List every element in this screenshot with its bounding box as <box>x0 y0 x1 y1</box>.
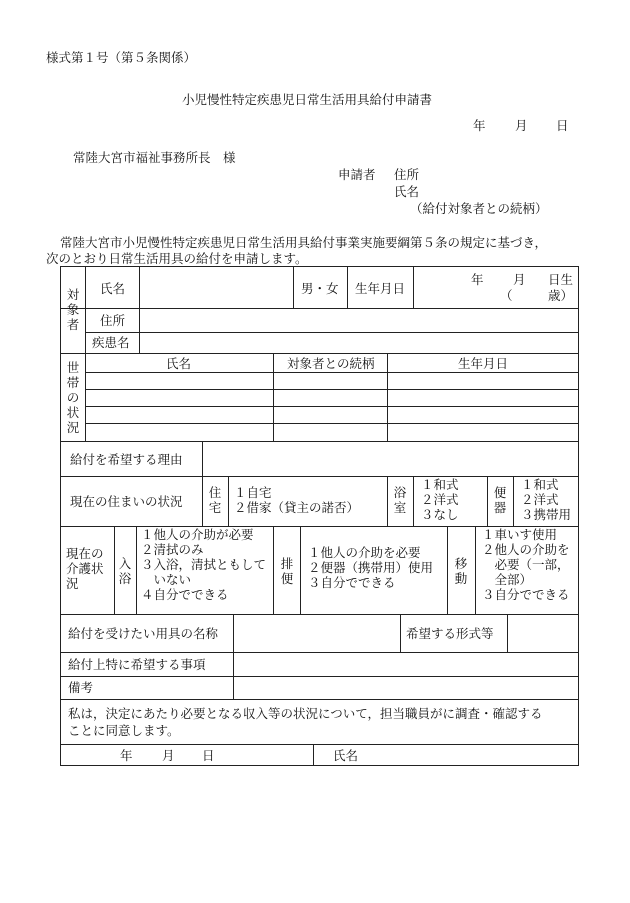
rule-after-subject <box>60 353 579 354</box>
date-year-label: 年 <box>473 118 486 133</box>
care-bath-option-2[interactable]: ２清拭のみ <box>141 542 204 557</box>
rule-housing-label <box>228 476 229 526</box>
subject-birth-day: 日生 <box>548 272 574 287</box>
rule-care-bath-label <box>136 526 137 614</box>
intro-line-2: 次のとおり日常生活用具の給付を申請します。 <box>46 251 308 266</box>
care-label: 現在の介護状況 <box>66 546 104 591</box>
rule-after-care <box>60 614 579 615</box>
toilet-option-3[interactable]: ３携帯用 <box>521 507 572 522</box>
rule-care-mobility-label <box>475 526 476 614</box>
rule-household-3 <box>85 406 579 407</box>
care-excretion-option-1[interactable]: １他人の介助を必要 <box>308 545 421 560</box>
rule-after-equipment <box>60 652 579 653</box>
rule-after-subject-name <box>60 308 579 309</box>
household-section-label: 世帯の状況 <box>66 360 80 435</box>
subject-disease-label: 疾患名 <box>92 335 130 350</box>
care-excretion-label: 排便 <box>280 556 294 586</box>
consent-date-year: 年 <box>120 748 133 763</box>
rule-subject-birth-right <box>413 266 414 308</box>
rule-household-section <box>85 353 86 441</box>
care-mobility-option-2[interactable]: ２他人の介助を <box>482 542 570 557</box>
care-mobility-option-2-cont: 必要（一部， <box>482 557 570 572</box>
applicant-label: 申請者 <box>338 167 376 182</box>
consent-line-2: ことに同意します。 <box>68 723 180 738</box>
subject-age-open: （ <box>500 288 513 303</box>
rule-after-special <box>60 676 579 677</box>
rule-household-1 <box>85 372 579 373</box>
rule-subject-section <box>85 266 86 353</box>
care-bath-option-1[interactable]: １他人の介助が必要 <box>141 527 254 542</box>
rule-subject-sex-right <box>347 266 348 308</box>
rule-care-excretion-label <box>300 526 301 614</box>
applicant-name-label: 氏名 <box>394 184 420 199</box>
rule-after-household <box>60 441 579 442</box>
residence-label: 現在の住まいの状況 <box>70 494 183 509</box>
bath-option-1[interactable]: １和式 <box>421 477 459 492</box>
care-mobility-option-2-cont2: 全部） <box>482 572 533 587</box>
addressee: 常陸大宮市福祉事務所長 様 <box>73 150 236 165</box>
rule-subject-sex-left <box>293 266 294 308</box>
rule-subject-labels <box>139 266 140 353</box>
remarks-label: 備考 <box>68 680 94 695</box>
rule-after-remarks <box>60 699 579 700</box>
intro-line-1: 常陸大宮市小児慢性特定疾患児日常生活用具給付事業実施要綱第５条の規定に基づき， <box>60 235 548 250</box>
toilet-label: 便器 <box>493 485 507 515</box>
care-bath-option-4[interactable]: ４自分でできる <box>141 587 229 602</box>
application-table <box>60 266 579 766</box>
equipment-label: 給付を受けたい用具の名称 <box>68 626 219 641</box>
rule-residence-label <box>202 476 203 526</box>
rule-consent-date-name <box>313 744 314 766</box>
rule-bath-options <box>487 476 488 526</box>
bath-option-3[interactable]: ３なし <box>421 507 459 522</box>
household-col-relation: 対象者との続柄 <box>287 356 375 371</box>
rule-household-relation-right <box>387 353 388 441</box>
subject-name-label: 氏名 <box>100 281 126 296</box>
rule-after-subject-address <box>85 332 579 333</box>
reason-label: 給付を希望する理由 <box>70 452 183 467</box>
bath-option-2[interactable]: ２洋式 <box>421 492 459 507</box>
bath-room-label: 浴室 <box>393 485 407 515</box>
subject-birth-year: 年 <box>471 272 484 287</box>
subject-birth-label: 生年月日 <box>355 281 406 296</box>
consent-date-day: 日 <box>202 748 215 763</box>
rule-equipment-label <box>233 614 234 652</box>
date-month-label: 月 <box>515 118 528 133</box>
housing-label: 住宅 <box>208 485 222 515</box>
rule-household-name-right <box>273 353 274 441</box>
consent-line-1: 私は，決定にあたり必要となる収入等の状況について，担当職員がに調査・確認する <box>68 706 543 721</box>
rule-care-excretion-options <box>447 526 448 614</box>
care-bath-option-3[interactable]: ３入浴，清拭ともして <box>141 557 267 572</box>
housing-option-2[interactable]: ２借家（貸主の諾否） <box>234 500 360 515</box>
rule-housing-options <box>387 476 388 526</box>
rule-special-remarks <box>233 652 234 699</box>
rule-care-bath-options <box>273 526 274 614</box>
household-col-birth: 生年月日 <box>458 356 509 371</box>
rule-format-label <box>507 614 508 652</box>
rule-equipment-value <box>400 614 401 652</box>
relation-note: （給付対象者との続柄） <box>410 201 548 216</box>
consent-date-month: 月 <box>162 748 175 763</box>
rule-bath-label <box>413 476 414 526</box>
rule-toilet-label <box>513 476 514 526</box>
care-excretion-option-2[interactable]: ２便器（携帯用）使用 <box>308 560 434 575</box>
care-excretion-option-3[interactable]: ３自分でできる <box>308 575 396 590</box>
consent-name-label: 氏名 <box>333 748 359 763</box>
subject-section-label: 対象者 <box>66 287 80 332</box>
applicant-address-label: 住所 <box>394 167 420 182</box>
household-col-name: 氏名 <box>166 356 192 371</box>
toilet-option-2[interactable]: ２洋式 <box>521 492 559 507</box>
subject-address-label: 住所 <box>100 313 126 328</box>
date-day-label: 日 <box>556 118 569 133</box>
format-label: 希望する形式等 <box>406 626 494 641</box>
subject-birth-month: 月 <box>513 272 526 287</box>
rule-household-2 <box>85 389 579 390</box>
form-number: 様式第１号（第５条関係） <box>46 50 197 65</box>
subject-age-close: 歳） <box>548 288 574 303</box>
subject-sex-label[interactable]: 男・女 <box>301 281 339 296</box>
rule-care-label <box>114 526 115 614</box>
special-request-label: 給付上特に希望する事項 <box>68 657 206 672</box>
rule-household-4 <box>85 423 579 424</box>
page-title: 小児慢性特定疾患児日常生活用具給付申請書 <box>182 92 433 107</box>
housing-option-1[interactable]: １自宅 <box>234 485 272 500</box>
toilet-option-1[interactable]: １和式 <box>521 477 559 492</box>
care-mobility-option-3[interactable]: ３自分でできる <box>482 587 570 602</box>
care-bath-label: 入浴 <box>118 556 132 586</box>
care-mobility-label: 移動 <box>454 556 468 586</box>
rule-after-reason <box>60 476 579 477</box>
care-mobility-option-1[interactable]: １車いす使用 <box>482 527 558 542</box>
rule-reason <box>202 441 203 476</box>
care-bath-option-3-cont: いない <box>141 572 192 587</box>
rule-after-consent <box>60 744 579 745</box>
